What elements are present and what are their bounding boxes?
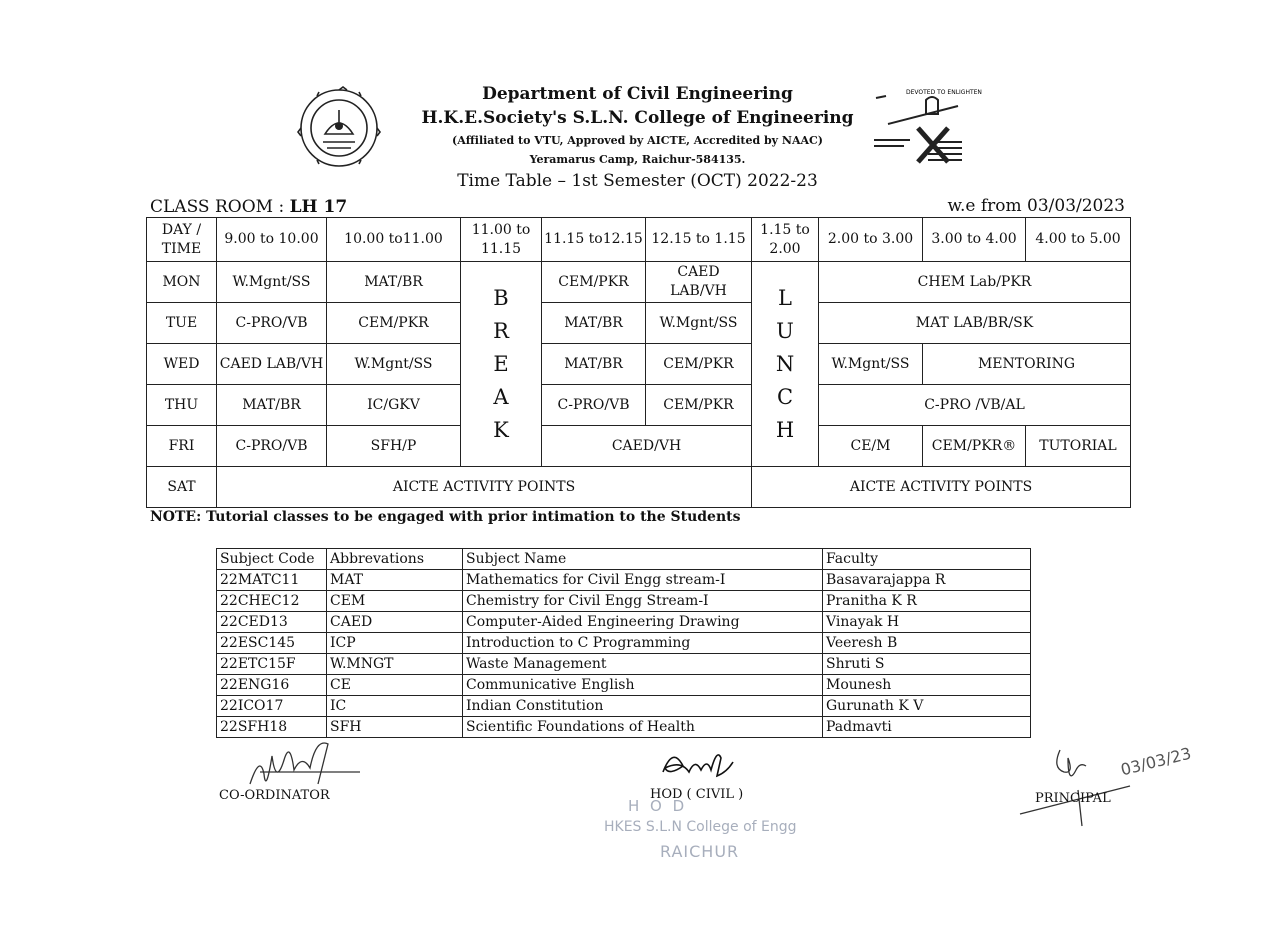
day-cell: SAT — [147, 467, 217, 508]
affiliation-text: (Affiliated to VTU, Approved by AICTE, Accredited by NAAC) — [452, 134, 823, 147]
table-row — [217, 612, 1031, 633]
slot-cell: SFH/P — [327, 426, 461, 467]
slot-cell: C-PRO/VB — [542, 385, 646, 426]
slot-cell: MAT/BR — [542, 303, 646, 344]
lunch-letter: N — [775, 351, 795, 376]
subject-name: Introduction to C Programming — [463, 633, 823, 654]
header-cell: Abbrevations — [327, 549, 463, 570]
header-cell: 10.00 to11.00 — [327, 218, 461, 262]
classroom-value: LH 17 — [289, 197, 348, 217]
subject-abbr: W.MNGT — [327, 654, 463, 675]
hod-stamp-line: RAICHUR — [660, 842, 740, 861]
lunch-letter: U — [776, 318, 794, 343]
subject-code: 22SFH18 — [217, 717, 327, 738]
subject-code: 22CED13 — [217, 612, 327, 633]
subject-faculty: Shruti S — [823, 654, 1031, 675]
hod-signature — [655, 742, 745, 790]
header-cell: 11.15 to12.15 — [542, 218, 646, 262]
header-cell: 11.00 to 11.15 — [461, 218, 542, 262]
slot-cell: CEM/PKR — [646, 344, 752, 385]
hod-stamp-line: HKES S.L.N College of Engg — [604, 819, 797, 835]
lunch-letter: L — [778, 285, 792, 310]
subject-faculty: Pranitha K R — [823, 591, 1031, 612]
break-letter: R — [493, 318, 509, 343]
subject-faculty: Gurunath K V — [823, 696, 1031, 717]
timetable-row-thu — [147, 385, 1131, 426]
timetable-row-tue — [147, 303, 1131, 344]
subject-name: Communicative English — [463, 675, 823, 696]
slot-cell: IC/GKV — [327, 385, 461, 426]
logo-text: DEVOTED TO ENLIGHTEN — [906, 89, 982, 96]
slot-cell: CEM/PKR — [327, 303, 461, 344]
classroom-info — [150, 197, 347, 217]
slot-cell: MAT/BR — [327, 262, 461, 303]
principal-signature — [1020, 740, 1130, 830]
subject-code: 22ICO17 — [217, 696, 327, 717]
slot-cell: W.Mgnt/SS — [327, 344, 461, 385]
slot-cell: AICTE ACTIVITY POINTS — [752, 467, 1131, 508]
subject-faculty: Vinayak H — [823, 612, 1031, 633]
effective-date: w.e from 03/03/2023 — [947, 196, 1125, 216]
slot-cell: CEM/PKR® — [923, 426, 1026, 467]
principal-label: PRINCIPAL — [1035, 791, 1111, 806]
principal-signature-date: 03/03/23 — [1118, 743, 1194, 780]
timetable-row-fri — [147, 426, 1131, 467]
lunch-letter: H — [775, 417, 795, 442]
slot-cell: C-PRO /VB/AL — [819, 385, 1131, 426]
table-row — [217, 654, 1031, 675]
slot-cell: W.Mgnt/SS — [217, 262, 327, 303]
hod-stamp-line: H O D — [628, 797, 688, 815]
lunch-letter: C — [776, 384, 794, 409]
subject-faculty: Veeresh B — [823, 633, 1031, 654]
day-cell: FRI — [147, 426, 217, 467]
slot-cell: W.Mgnt/SS — [819, 344, 923, 385]
table-row — [217, 675, 1031, 696]
slot-cell: CHEM Lab/PKR — [819, 262, 1131, 303]
subject-name: Mathematics for Civil Engg stream-I — [463, 570, 823, 591]
header-cell: 4.00 to 5.00 — [1026, 218, 1131, 262]
timetable-row-sat — [147, 467, 1131, 508]
subject-table — [216, 548, 1031, 738]
subject-header-row — [217, 549, 1031, 570]
slot-cell: MENTORING — [923, 344, 1131, 385]
classroom-label: CLASS ROOM : — [150, 197, 290, 217]
subject-faculty: Mounesh — [823, 675, 1031, 696]
slot-cell: CAED LAB/VH — [217, 344, 327, 385]
header-cell: 2.00 to 3.00 — [819, 218, 923, 262]
table-row — [217, 696, 1031, 717]
subject-name: Scientific Foundations of Health — [463, 717, 823, 738]
slot-cell: CAED LAB/VH — [646, 262, 752, 303]
header-cell: 12.15 to 1.15 — [646, 218, 752, 262]
day-cell: MON — [147, 262, 217, 303]
table-row — [217, 570, 1031, 591]
subject-name: Chemistry for Civil Engg Stream-I — [463, 591, 823, 612]
subject-code: 22ETC15F — [217, 654, 327, 675]
timetable — [146, 217, 1131, 508]
slot-cell: CEM/PKR — [542, 262, 646, 303]
break-letter: B — [493, 285, 509, 310]
slot-cell: TUTORIAL — [1026, 426, 1131, 467]
subject-code: 22MATC11 — [217, 570, 327, 591]
header-cell: Faculty — [823, 549, 1031, 570]
subject-abbr: IC — [327, 696, 463, 717]
address-text: Yeramarus Camp, Raichur-584135. — [529, 153, 746, 166]
header-cell: 9.00 to 10.00 — [217, 218, 327, 262]
day-cell: THU — [147, 385, 217, 426]
header-cell: 3.00 to 4.00 — [923, 218, 1026, 262]
header-cell: Subject Name — [463, 549, 823, 570]
subject-abbr: MAT — [327, 570, 463, 591]
slot-cell: MAT/BR — [217, 385, 327, 426]
table-row — [217, 633, 1031, 654]
slot-cell: CAED/VH — [542, 426, 752, 467]
subject-abbr: SFH — [327, 717, 463, 738]
break-letter: A — [493, 384, 509, 409]
break-letter: E — [493, 351, 509, 376]
subject-abbr: CE — [327, 675, 463, 696]
department-title: Department of Civil Engineering — [482, 84, 793, 104]
subject-name: Indian Constitution — [463, 696, 823, 717]
timetable-header-row — [147, 218, 1131, 262]
timetable-title: Time Table – 1st Semester (OCT) 2022-23 — [457, 171, 818, 191]
coordinator-label: CO-ORDINATOR — [219, 788, 330, 803]
slot-cell: CE/M — [819, 426, 923, 467]
slot-cell: W.Mgnt/SS — [646, 303, 752, 344]
note-text: NOTE: Tutorial classes to be engaged with prior intimation to the Students — [150, 509, 741, 525]
subject-abbr: ICP — [327, 633, 463, 654]
subject-abbr: CEM — [327, 591, 463, 612]
subject-name: Computer-Aided Engineering Drawing — [463, 612, 823, 633]
slot-cell: MAT LAB/BR/SK — [819, 303, 1131, 344]
hod-label: HOD ( CIVIL ) — [650, 787, 744, 802]
timetable-row-mon — [147, 262, 1131, 303]
slot-cell: C-PRO/VB — [217, 426, 327, 467]
college-name: H.K.E.Society's S.L.N. College of Engineering — [421, 108, 854, 128]
slot-cell: AICTE ACTIVITY POINTS — [217, 467, 752, 508]
table-row — [217, 717, 1031, 738]
break-letter: K — [493, 417, 509, 442]
slot-cell: MAT/BR — [542, 344, 646, 385]
subject-code: 22ENG16 — [217, 675, 327, 696]
subject-faculty: Padmavti — [823, 717, 1031, 738]
header-cell: DAY / TIME — [147, 218, 217, 262]
subject-faculty: Basavarajappa R — [823, 570, 1031, 591]
timetable-row-wed — [147, 344, 1131, 385]
break-column — [461, 262, 542, 467]
header-cell: Subject Code — [217, 549, 327, 570]
day-cell: WED — [147, 344, 217, 385]
table-row — [217, 591, 1031, 612]
day-cell: TUE — [147, 303, 217, 344]
lunch-column — [752, 262, 819, 467]
subject-code: 22CHEC12 — [217, 591, 327, 612]
slot-cell: CEM/PKR — [646, 385, 752, 426]
subject-name: Waste Management — [463, 654, 823, 675]
header-cell: 1.15 to 2.00 — [752, 218, 819, 262]
subject-abbr: CAED — [327, 612, 463, 633]
subject-code: 22ESC145 — [217, 633, 327, 654]
slot-cell: C-PRO/VB — [217, 303, 327, 344]
